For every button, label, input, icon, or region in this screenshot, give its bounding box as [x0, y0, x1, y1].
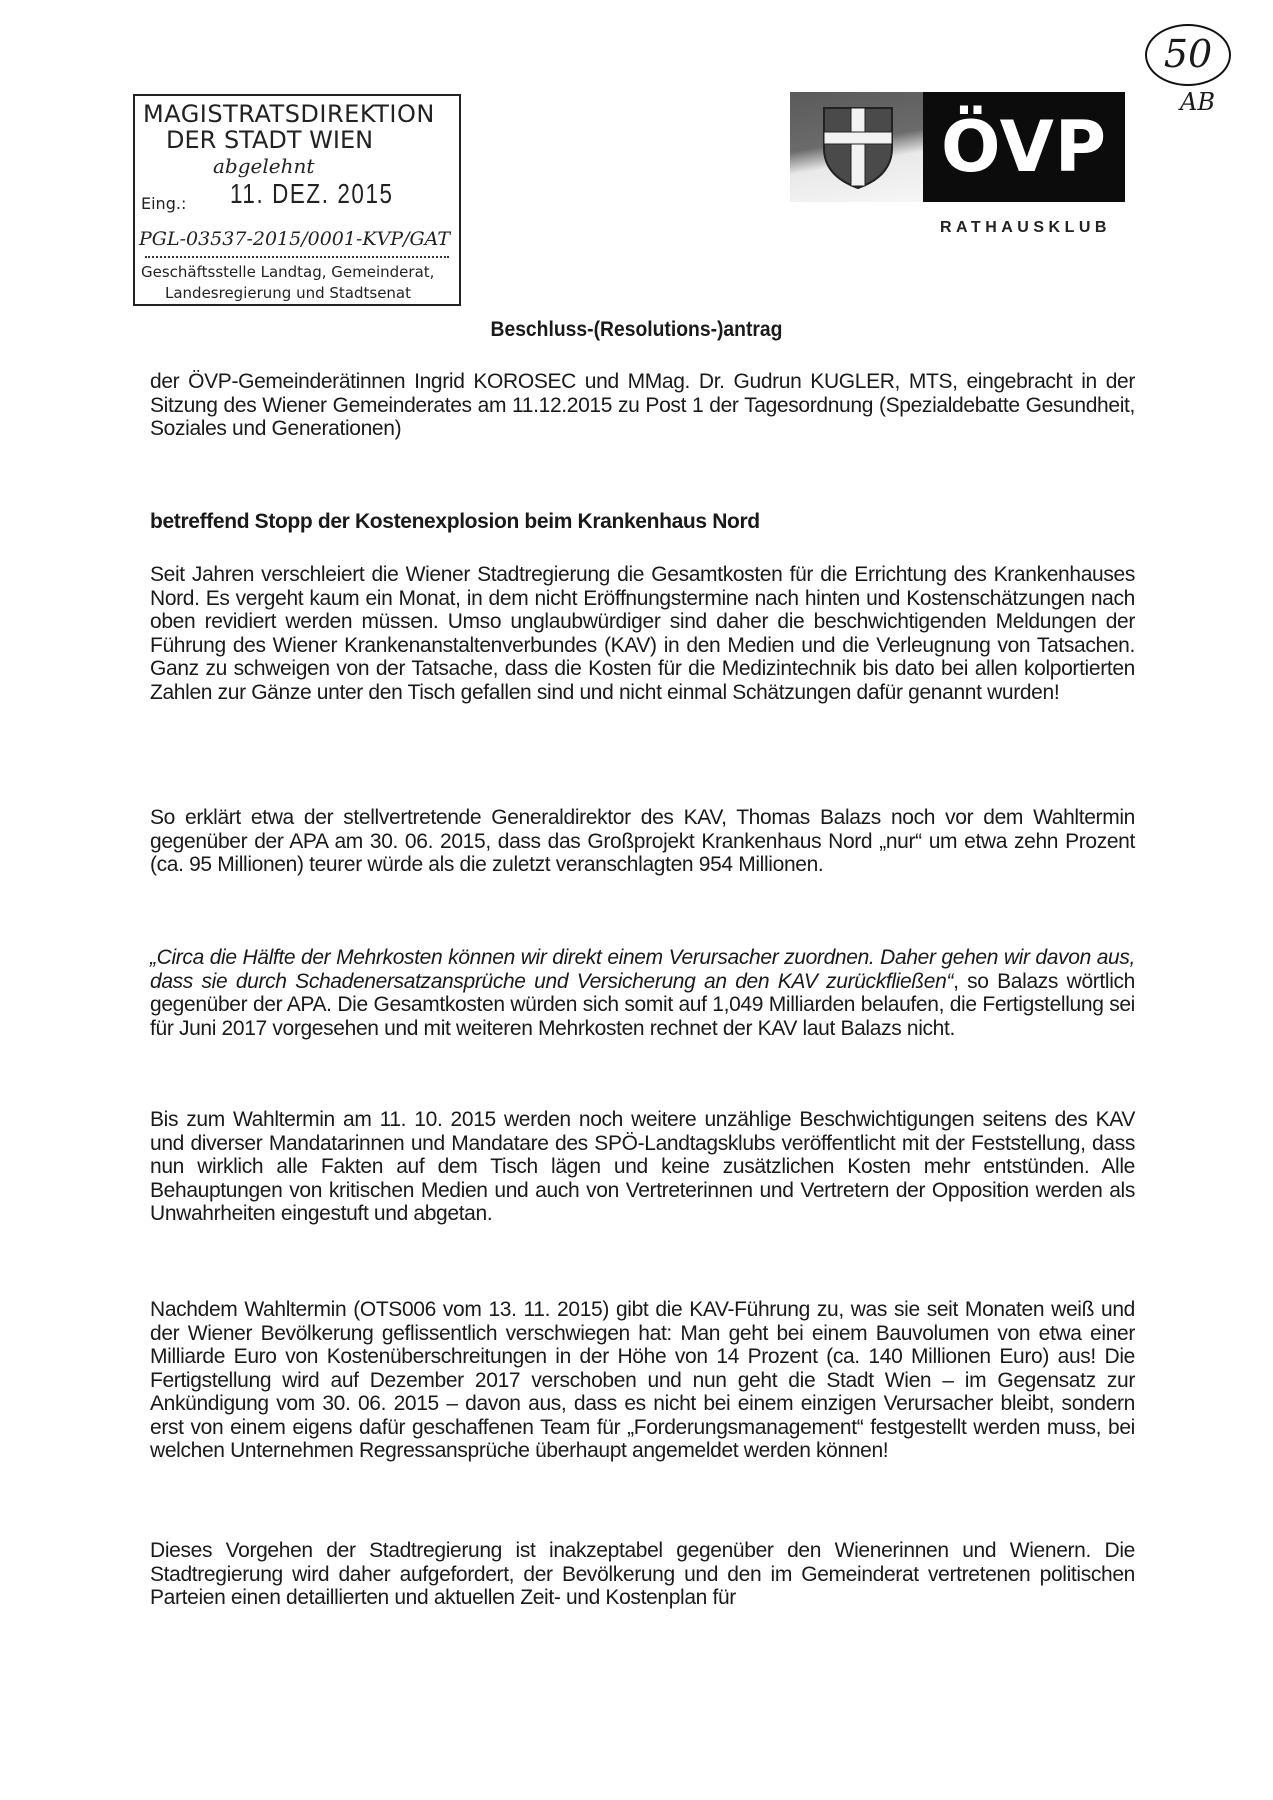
handwritten-page-number: 50 [1145, 24, 1231, 86]
stamp-handwritten-status: abgelehnt [213, 154, 315, 178]
ovp-logo [790, 92, 1125, 202]
body-paragraph: Bis zum Wahltermin am 11. 10. 2015 werden noch weitere unzählige Beschwichtigungen seitens des KAV und diverser Mandatarinnen und Mandatare des SPÖ-Landtagsklubs veröffentlicht mit der Feststellung, dass nun wirklich alle Fakten auf dem Tisch lägen und keine zusätzlichen Kosten mehr entstünden. Alle Behauptungen von kritischen Medien und auch von Vertreterinnen und Vertretern der Opposition werden als Unwahrheiten eingestuft und abgetan. [150, 1108, 1135, 1225]
stamp-dotted-divider [145, 256, 449, 258]
stamp-office-line2: Landesregierung und Stadtsenat [165, 284, 411, 302]
logo-subtitle: RATHAUSKLUB [940, 219, 1111, 236]
stamp-authority-line1: MAGISTRATSDIREKTION [143, 100, 435, 128]
quote-paragraph [150, 946, 1135, 1040]
body-paragraph: Nachdem Wahltermin (OTS006 vom 13. 11. 2015) gibt die KAV-Führung zu, was sie seit Monaten weiß und der Wiener Bevölkerung geflissentlich verschwiegen hat: Man geht bei einem Bauvolumen von etwa einer Milliarde Euro von Kostenüberschreitungen in der Höhe von 14 Prozent (ca. 140 Millionen Euro) aus! Die Fertigstellung wird auf Dezember 2017 verschoben und nun geht die Stadt Wien – im Gegensatz zur Ankündigung vom 30. 06. 2015 – davon aus, dass es nicht bei einem einzigen Verursacher bleibt, sondern erst von einem eigens dafür geschaffenen Team für „Forderungsmanagement“ festgestellt werden muss, bei welchen Unternehmen Regressansprüche überhaupt angemeldet werden können! [150, 1298, 1135, 1462]
stamp-authority-line2: DER STADT WIEN [166, 126, 374, 154]
stamp-received-label: Eing.: [141, 194, 187, 213]
intro-paragraph: der ÖVP-Gemeinderätinnen Ingrid KOROSEC und MMag. Dr. Gudrun KUGLER, MTS, eingebracht in der Sitzung des Wiener Gemeinderates am 11.12.2015 zu Post 1 der Tagesordnung (Spezialdebatte Gesundheit, Soziales und Generationen) [150, 370, 1135, 440]
ovp-wordmark: ÖVP [923, 92, 1125, 202]
stamp-reference-number: PGL-03537-2015/0001-KVP/GAT [139, 228, 451, 250]
receipt-stamp [133, 94, 461, 306]
document-title: Beschluss-(Resolutions-)antrag [490, 318, 783, 341]
stamp-received-date: 11. DEZ. 2015 [230, 178, 394, 209]
subject-line: betreffend Stopp der Kostenexplosion beim Krankenhaus Nord [150, 510, 760, 533]
stamp-office-line1: Geschäftsstelle Landtag, Gemeinderat, [141, 263, 435, 281]
body-paragraph: Seit Jahren verschleiert die Wiener Stadtregierung die Gesamtkosten für die Errichtung des Krankenhauses Nord. Es vergeht kaum ein Monat, in dem nicht Eröffnungstermine nach hinten und Kostenschätzungen nach oben revidiert werden müssen. Umso unglaubwürdiger sind daher die beschwichtigenden Meldungen der Führung des Wiener Krankenanstaltenverbundes (KAV) in den Medien und die Verleugnung von Tatsachen. Ganz zu schweigen von der Tatsache, dass die Kosten für die Medizintechnik bis dato bei allen kolportierten Zahlen zur Gänze unter den Tisch gefallen sind und nicht einmal Schätzungen dafür genannt wurden! [150, 563, 1135, 704]
vienna-coat-of-arms-icon [822, 106, 894, 190]
quote-attribution: , so Balazs wörtlich gegenüber der APA. Die Gesamtkosten würden sich somit auf 1,049 Milliarden belaufen, die Fertigstellung sei für Juni 2017 vorgesehen und mit weiteren Mehrkosten rechnet der KAV laut Balazs nicht. [150, 969, 1136, 1040]
handwritten-initials: AB [1180, 88, 1215, 116]
body-paragraph: Dieses Vorgehen der Stadtregierung ist inakzeptabel gegenüber den Wienerinnen und Wienern. Die Stadtregierung wird daher aufgefordert, der Bevölkerung und den im Gemeinderat vertretenen politischen Parteien einen detaillierten und aktuellen Zeit- und Kostenplan für [150, 1539, 1135, 1609]
body-paragraph: So erklärt etwa der stellvertretende Generaldirektor des KAV, Thomas Balazs noch vor dem Wahltermin gegenüber der APA am 30. 06. 2015, dass das Großprojekt Krankenhaus Nord „nur“ um etwa zehn Prozent (ca. 95 Millionen) teurer würde als die zuletzt veranschlagten 954 Millionen. [150, 806, 1135, 876]
quote-text: „Circa die Hälfte der Mehrkosten können wir direkt einem Verursacher zuordnen. Daher gehen wir davon aus, dass sie durch Schadenersatzansprüche und Versicherung an den KAV zurückfließen“ [150, 946, 1135, 993]
